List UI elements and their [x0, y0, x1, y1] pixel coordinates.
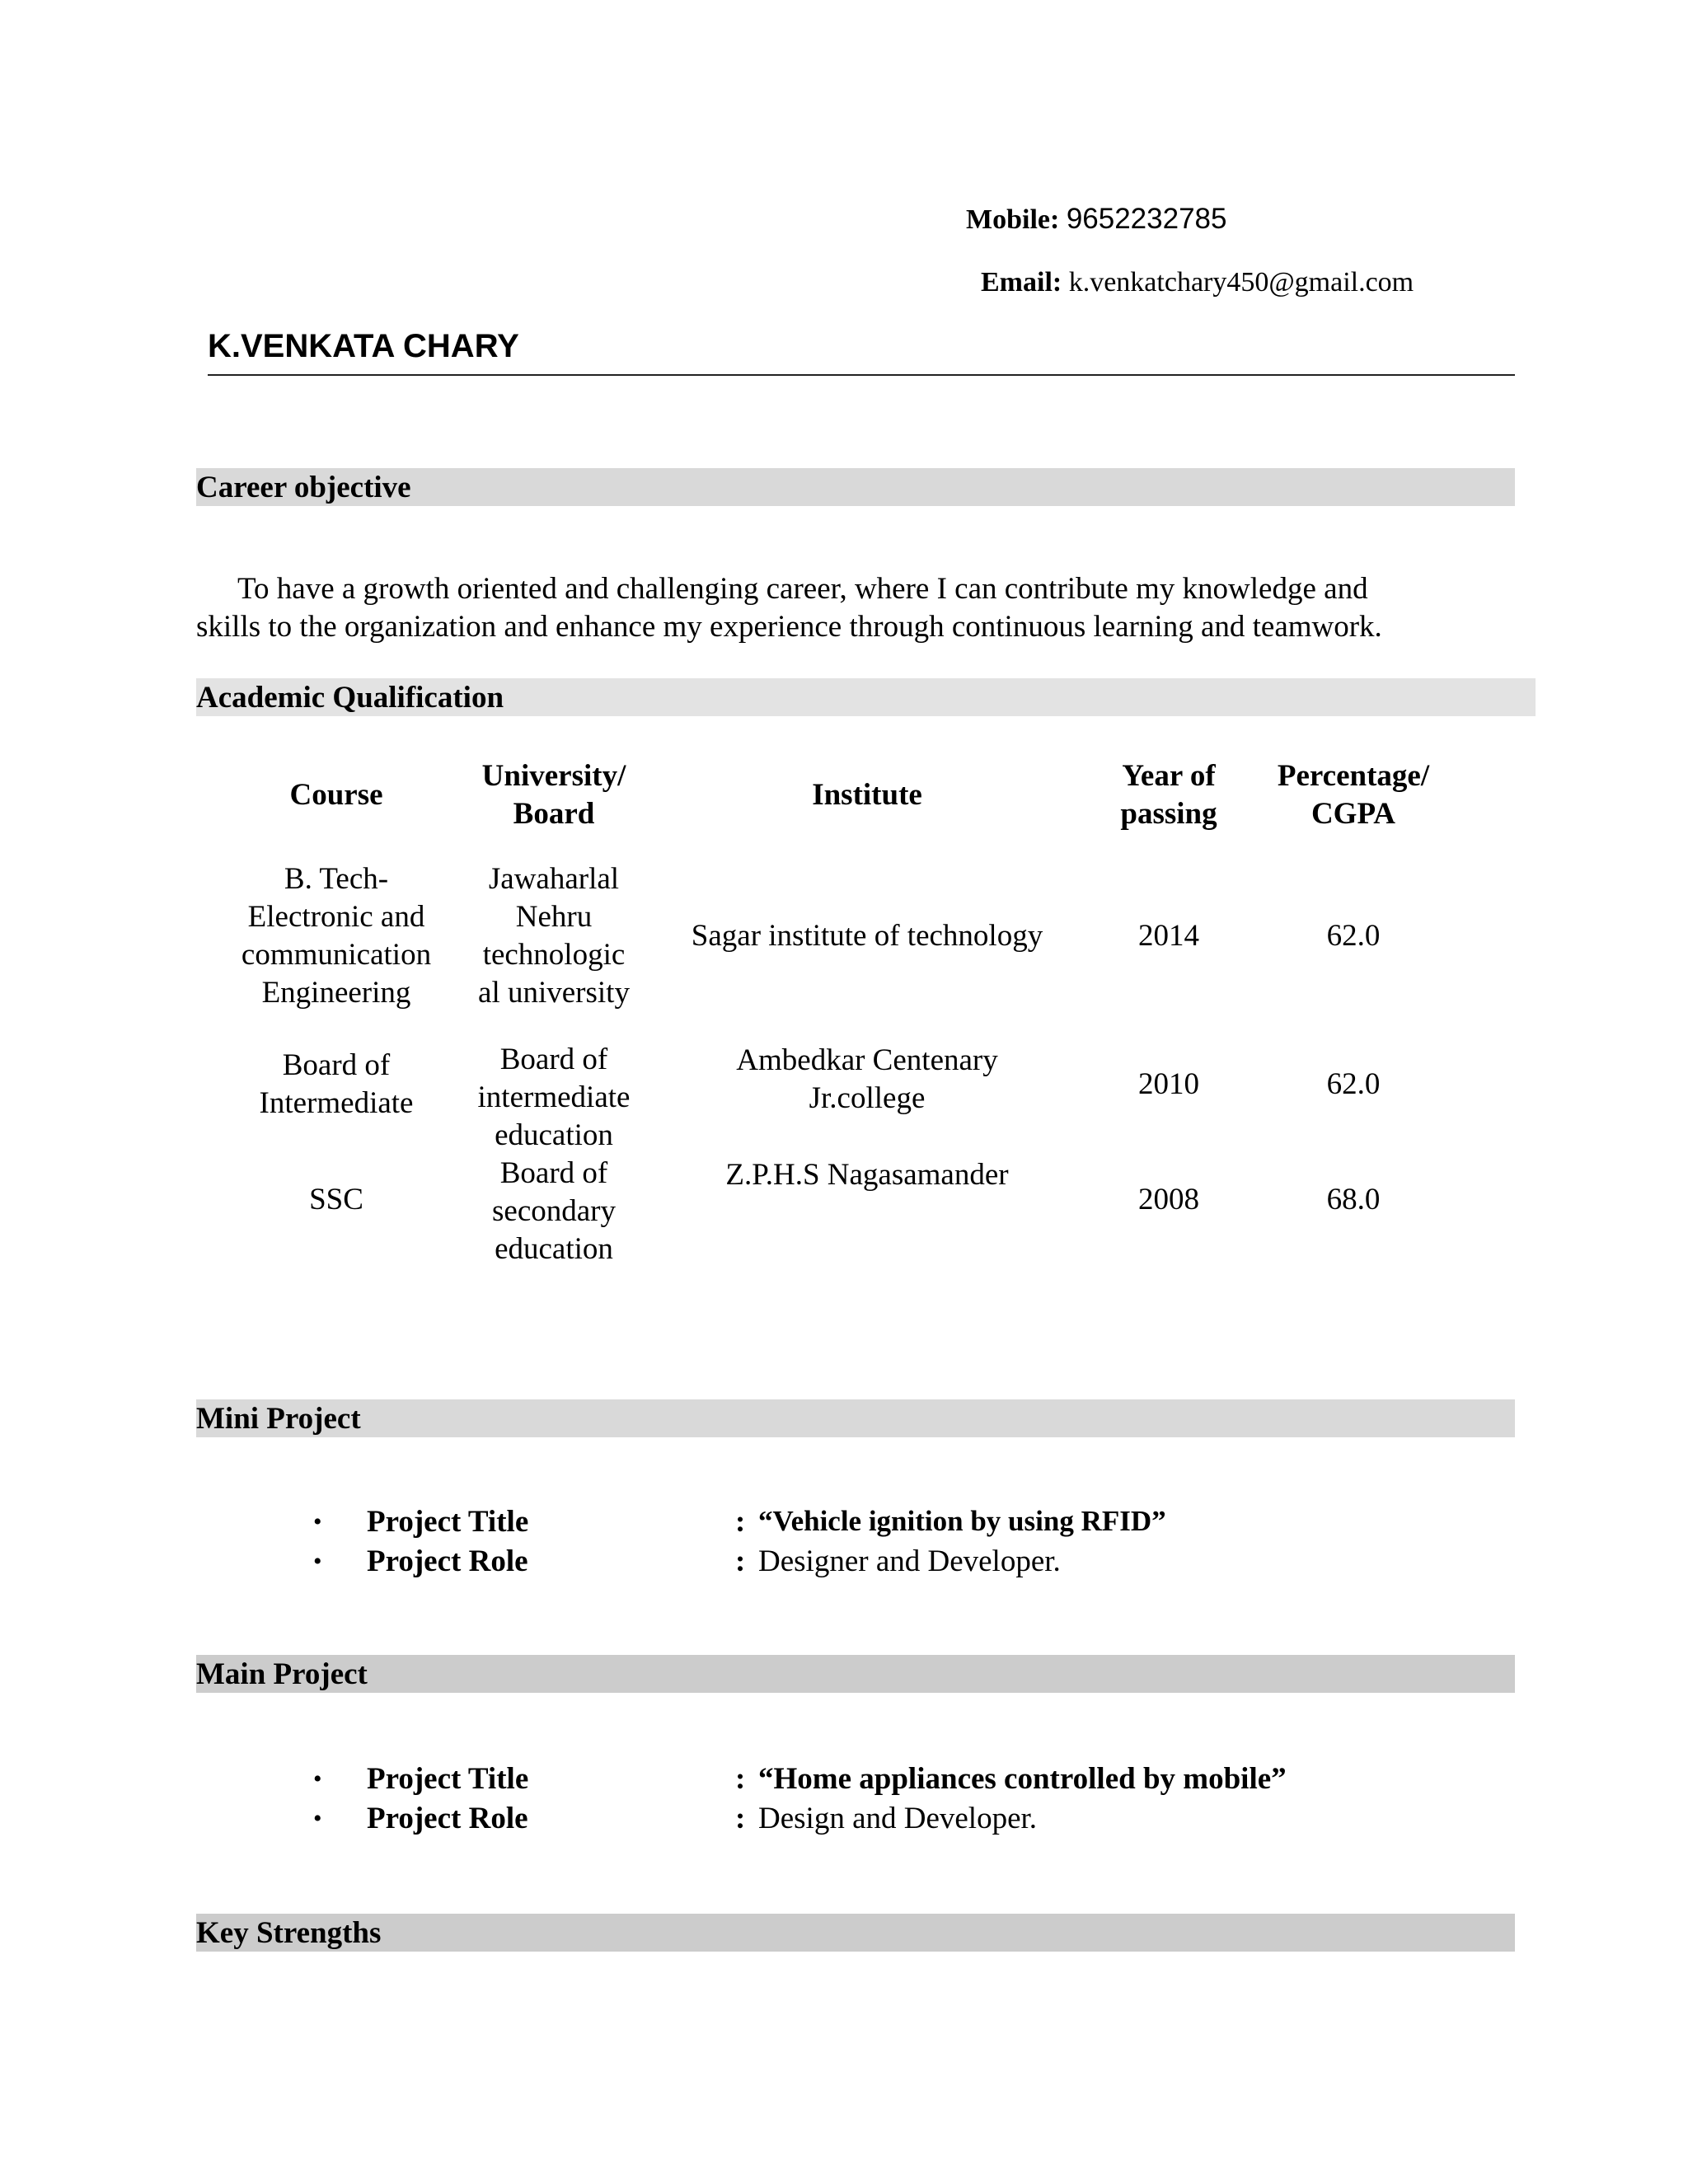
- colon: :: [735, 1505, 746, 1539]
- table-cell-board-line: secondary: [492, 1194, 616, 1228]
- table-cell-course-line: Engineering: [261, 976, 411, 1010]
- table-cell-percentage-line: 68.0: [1326, 1183, 1381, 1216]
- table-cell-percentage: [1246, 1181, 1461, 1219]
- table-header-board: [455, 757, 653, 833]
- table-cell-board-line: Board of: [499, 1043, 608, 1076]
- table-cell-institute: [653, 1156, 1081, 1194]
- table-cell-board: [455, 1155, 653, 1268]
- table-cell-course-line: Electronic and: [247, 900, 425, 934]
- table-cell-board-line: al university: [478, 976, 630, 1010]
- mobile-label: Mobile:: [966, 204, 1060, 235]
- table-cell-institute-line: Jr.college: [809, 1081, 926, 1115]
- table-cell-board-line: education: [495, 1232, 613, 1266]
- table-cell-year: [1086, 1066, 1251, 1104]
- bullet-icon: •: [313, 1765, 322, 1793]
- table-cell-percentage-line: 62.0: [1326, 1067, 1381, 1101]
- table-header-year-line: Year of: [1122, 759, 1216, 793]
- mobile-line: [966, 204, 1226, 234]
- mini-project-role: Designer and Developer.: [758, 1544, 1061, 1578]
- main-project-title: “Home appliances controlled by mobile”: [758, 1762, 1287, 1796]
- table-cell-institute: [653, 1042, 1081, 1118]
- table-cell-institute-line: Z.P.H.S Nagasamander: [725, 1158, 1009, 1192]
- table-cell-year: [1086, 1181, 1251, 1219]
- email-value: k.venkatchary450@gmail.com: [1068, 267, 1414, 298]
- table-header-institute: [653, 776, 1081, 814]
- table-cell-board-line: Board of: [499, 1156, 608, 1190]
- table-cell-course-line: B. Tech-: [284, 862, 389, 896]
- project-role-label: Project Role: [367, 1544, 528, 1578]
- bullet-icon: •: [313, 1548, 322, 1575]
- table-cell-course: [213, 860, 460, 1012]
- email-label: Email:: [981, 267, 1062, 298]
- project-title-label: Project Title: [367, 1505, 529, 1539]
- table-header-board-line: Board: [513, 797, 595, 831]
- table-cell-board: [455, 860, 653, 1012]
- table-header-board-line: University/: [481, 759, 626, 793]
- table-cell-course-line: SSC: [309, 1183, 363, 1216]
- table-cell-institute: [653, 917, 1081, 955]
- mini-project-title: “Vehicle ignition by using RFID”: [758, 1505, 1166, 1537]
- objective-line-1: To have a growth oriented and challenging career, where I can contribute my knowledge and: [237, 572, 1368, 606]
- colon: :: [735, 1762, 746, 1796]
- career-objective-text: [196, 570, 1548, 646]
- table-header-percentage: [1246, 757, 1461, 833]
- table-cell-course-line: communication: [241, 938, 432, 972]
- table-cell-board-line: technologic: [482, 938, 626, 972]
- table-cell-board-line: Jawaharlal: [488, 862, 620, 896]
- colon: :: [735, 1802, 746, 1835]
- section-career-objective: Career objective: [196, 468, 1515, 506]
- candidate-name: K.VENKATA CHARY: [208, 328, 519, 364]
- table-cell-percentage: [1246, 917, 1461, 955]
- table-cell-percentage-line: 62.0: [1326, 919, 1381, 953]
- table-cell-year-line: 2008: [1138, 1183, 1199, 1216]
- table-header-year: [1086, 757, 1251, 833]
- table-cell-course-line: Intermediate: [259, 1086, 414, 1120]
- section-mini-project: Mini Project: [196, 1399, 1515, 1437]
- bullet-icon: •: [313, 1805, 322, 1832]
- main-project-role: Design and Developer.: [758, 1802, 1038, 1835]
- name-divider: [208, 374, 1515, 376]
- bullet-icon: •: [313, 1508, 322, 1535]
- table-header-percentage-line: CGPA: [1311, 797, 1396, 831]
- table-cell-institute-line: Sagar institute of technology: [691, 919, 1043, 953]
- section-main-project: Main Project: [196, 1655, 1515, 1693]
- table-cell-board-line: intermediate: [477, 1080, 631, 1114]
- mobile-value: 9652232785: [1066, 203, 1227, 235]
- email-line: [981, 269, 1414, 297]
- table-cell-year: [1086, 917, 1251, 955]
- table-header-course-line: Course: [289, 778, 383, 812]
- table-header-course: [213, 776, 460, 814]
- table-cell-year-line: 2014: [1138, 919, 1199, 953]
- table-cell-board: [455, 1041, 653, 1155]
- project-role-label: Project Role: [367, 1802, 528, 1835]
- colon: :: [735, 1544, 746, 1578]
- table-header-percentage-line: Percentage/: [1277, 759, 1430, 793]
- table-header-year-line: passing: [1120, 797, 1217, 831]
- objective-line-2: skills to the organization and enhance my experience through continuous learning and teamwork.: [196, 610, 1382, 644]
- table-cell-year-line: 2010: [1138, 1067, 1199, 1101]
- table-header-institute-line: Institute: [812, 778, 922, 812]
- table-cell-percentage: [1246, 1066, 1461, 1104]
- section-key-strengths: Key Strengths: [196, 1914, 1515, 1952]
- table-cell-course: [213, 1181, 460, 1219]
- table-cell-board-line: Nehru: [515, 900, 593, 934]
- project-title-label: Project Title: [367, 1762, 529, 1796]
- section-academic-qualification: Academic Qualification: [196, 678, 1536, 716]
- table-cell-board-line: education: [495, 1118, 613, 1152]
- table-cell-institute-line: Ambedkar Centenary: [736, 1043, 998, 1077]
- table-cell-course: [213, 1047, 460, 1122]
- table-cell-course-line: Board of: [282, 1048, 391, 1082]
